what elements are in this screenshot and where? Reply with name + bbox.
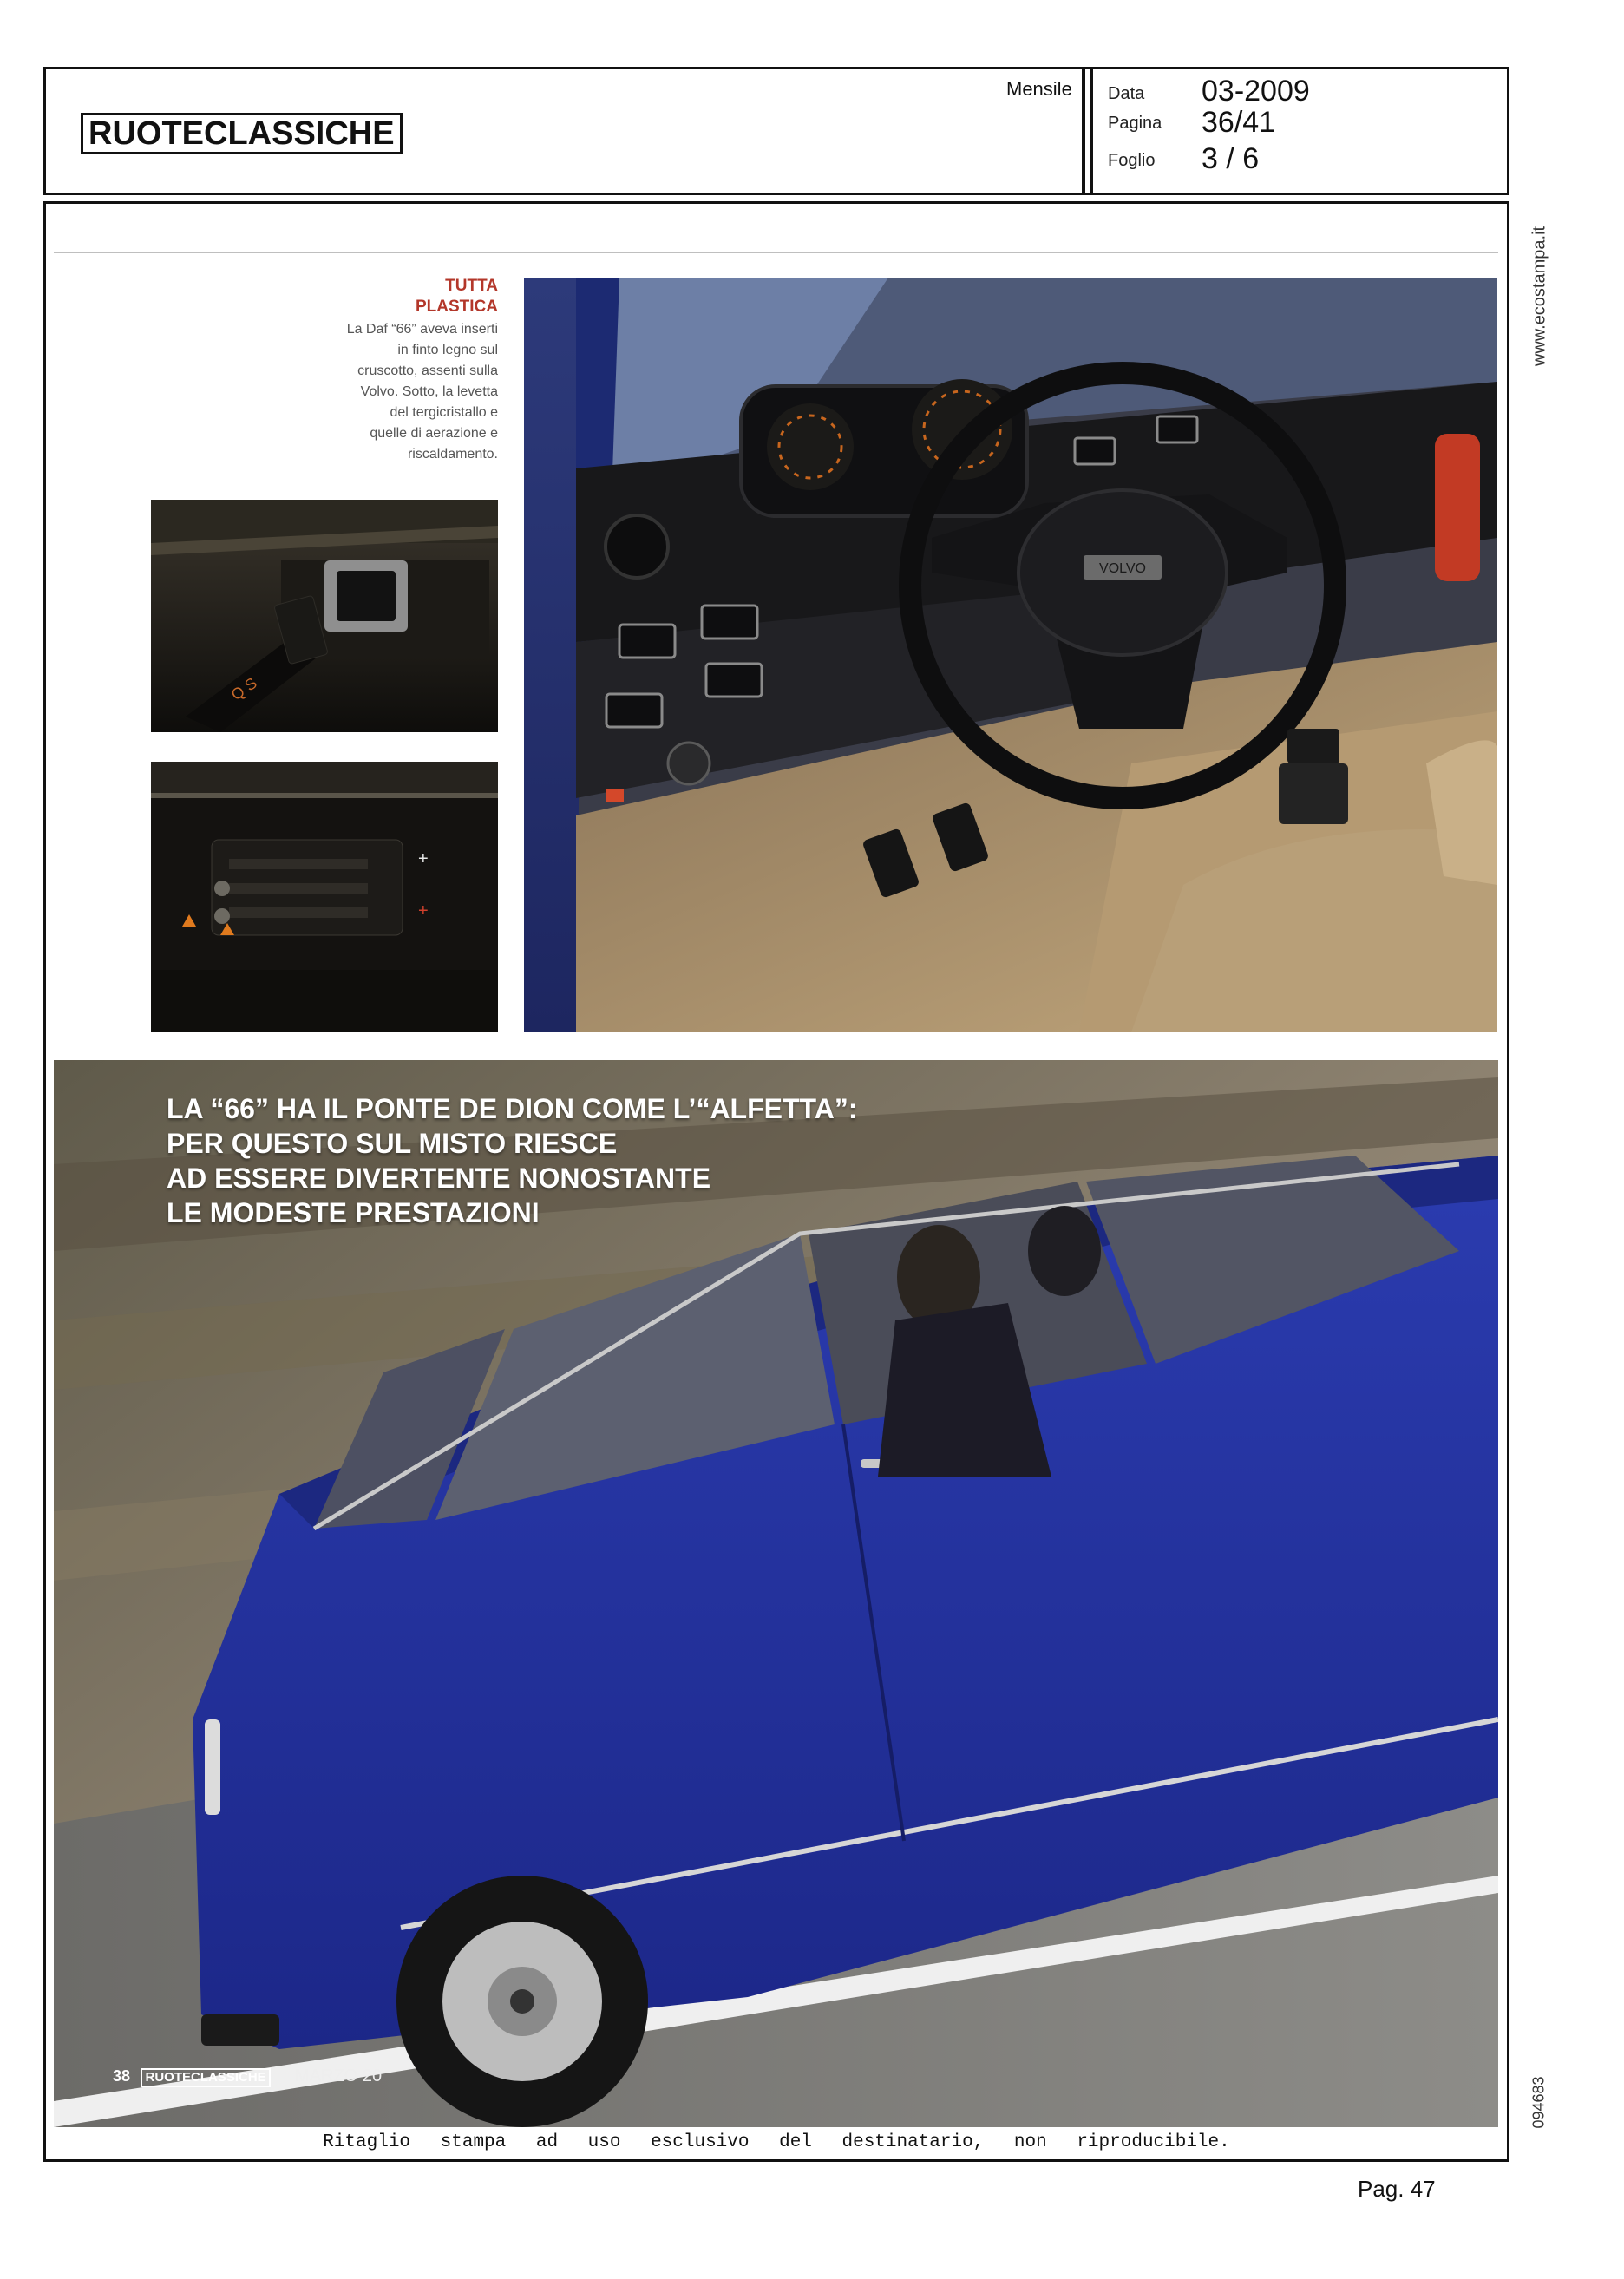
svg-text:Q S: Q S	[227, 674, 260, 704]
caption-line: cruscotto, assenti sulla	[357, 363, 498, 378]
side-code-text: 094683	[1529, 2076, 1548, 2129]
folio	[113, 2066, 382, 2092]
headline-line: LE MODESTE PRESTAZIONI	[167, 1197, 540, 1228]
caption-line: del tergicristallo e	[390, 405, 498, 420]
folio-date: MARZO 20	[295, 2066, 383, 2086]
caption-title-line: PLASTICA	[416, 298, 498, 316]
meta-value-pagina: 36/41	[1202, 106, 1276, 139]
headline-line: LA “66” HA IL PONTE DE DION COME L’“ALFETTA”:	[167, 1093, 858, 1124]
caption-title	[330, 276, 498, 318]
wiper-lever-photo	[151, 500, 498, 732]
page-number: Pag. 47	[1358, 2176, 1436, 2202]
caption-body	[314, 319, 498, 465]
footer-note: Ritaglio stampa ad uso esclusivo del destinatario, non riproducibile.	[323, 2132, 1230, 2152]
side-code	[1527, 2069, 1551, 2138]
interior-photo	[524, 278, 1497, 1032]
meta-label-pagina: Pagina	[1108, 114, 1162, 133]
magazine-logo: RUOTECLASSICHE	[81, 113, 403, 154]
caption-line: Volvo. Sotto, la levetta	[360, 384, 498, 399]
meta-value-data: 03-2009	[1202, 75, 1310, 108]
caption-line: La Daf “66” aveva inserti	[346, 322, 498, 337]
periodicity-label: Mensile	[1006, 78, 1072, 100]
meta-label-foglio: Foglio	[1108, 151, 1156, 170]
header-divider	[1082, 67, 1085, 195]
top-rule	[54, 252, 1498, 253]
side-url	[1527, 217, 1551, 382]
headline	[167, 1091, 947, 1230]
dashboard-illustration	[524, 278, 1497, 1032]
caption-line: in finto legno sul	[397, 343, 498, 357]
headline-line: PER QUESTO SUL MISTO RIESCE	[167, 1128, 618, 1159]
wiper-lever-illustration	[151, 500, 498, 732]
caption-title-line: TUTTA	[445, 277, 498, 295]
volvo-badge: VOLVO	[1099, 561, 1146, 576]
meta-label-data: Data	[1108, 84, 1145, 103]
svg-text:+: +	[418, 901, 429, 920]
vent-controls-illustration	[151, 762, 498, 1032]
headline-line: AD ESSERE DIVERTENTE NONOSTANTE	[167, 1162, 711, 1194]
svg-text:+: +	[418, 849, 429, 868]
header-divider	[1090, 67, 1093, 195]
vent-controls-photo	[151, 762, 498, 1032]
meta-value-foglio: 3 / 6	[1202, 142, 1260, 175]
folio-page-number: 38	[113, 2067, 131, 2085]
side-url-text: www.ecostampa.it	[1529, 226, 1549, 367]
caption-line: quelle di aerazione e	[370, 426, 498, 441]
caption-line: riscaldamento.	[407, 447, 498, 462]
folio-logo: RUOTECLASSICHE	[141, 2068, 270, 2087]
